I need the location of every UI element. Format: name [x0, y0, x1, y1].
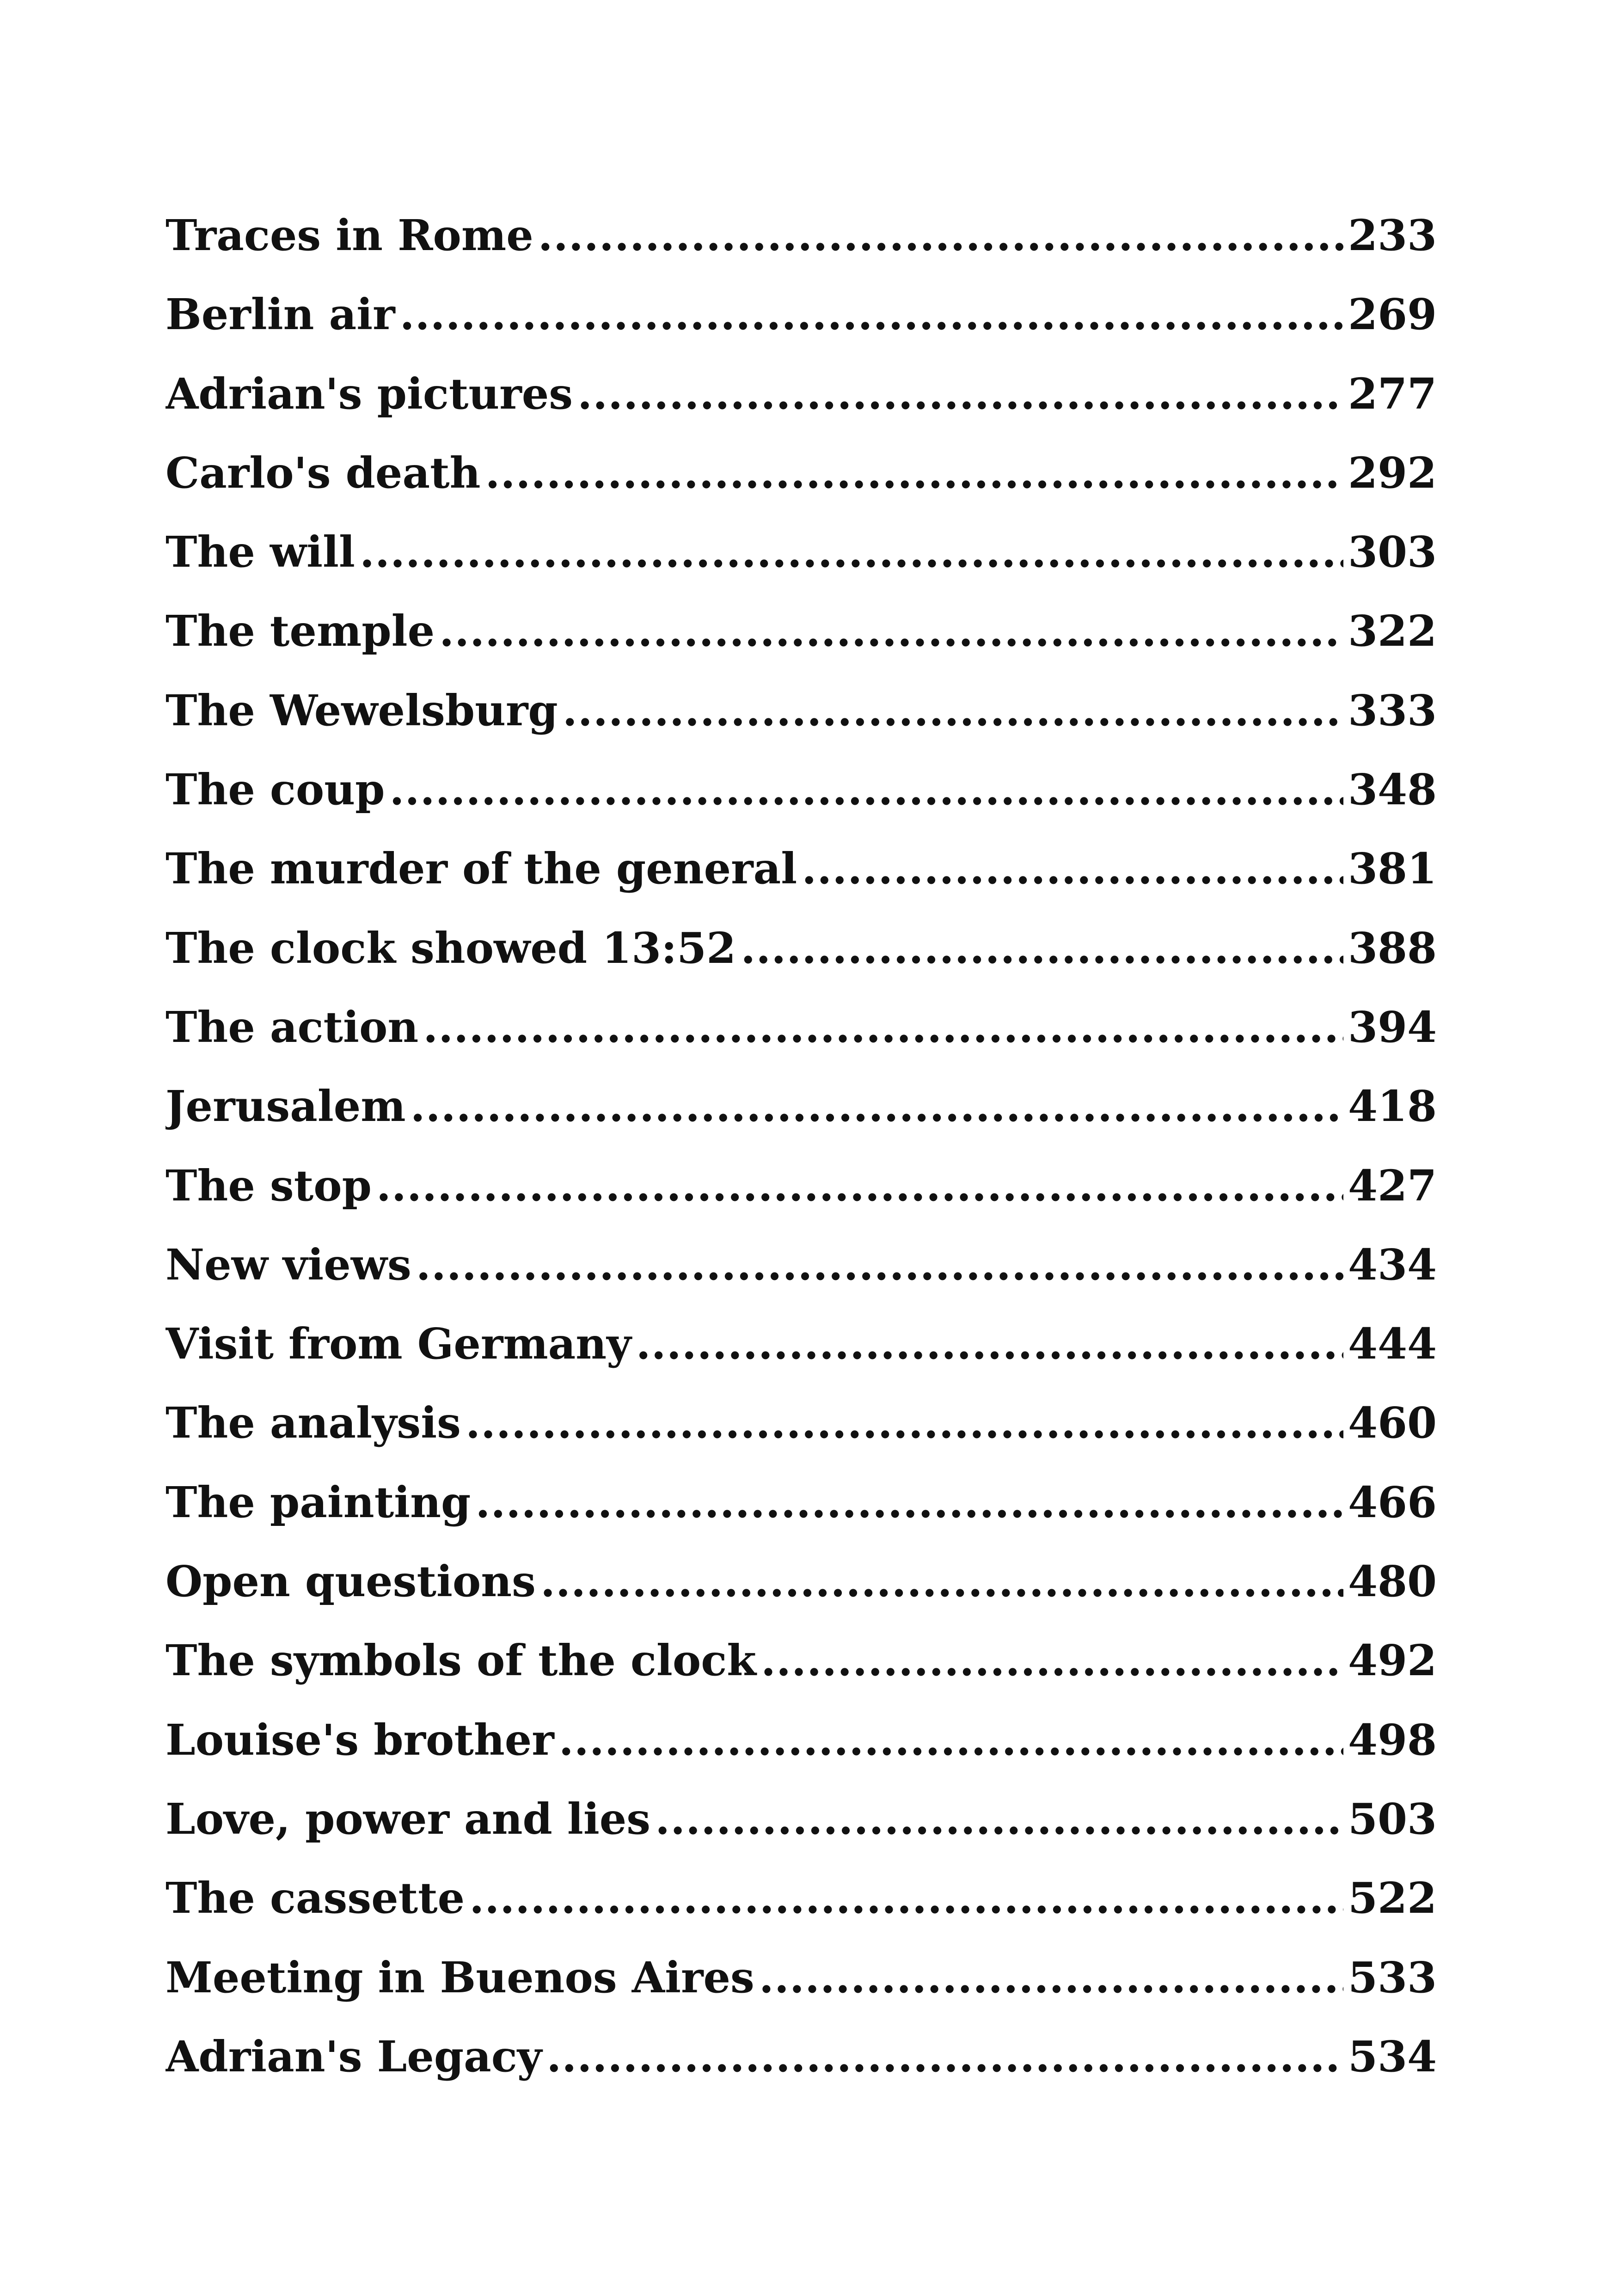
toc-entry[interactable] [165, 196, 1437, 275]
toc-leader-dots [466, 1384, 1343, 1463]
toc-entry-page: 381 [1348, 844, 1437, 894]
toc-leader-dots [376, 1146, 1343, 1225]
toc-entry-title: The painting [165, 1477, 471, 1527]
table-of-contents [165, 196, 1437, 2096]
toc-entry-title: The Wewelsburg [165, 685, 558, 735]
toc-entry[interactable] [165, 1621, 1437, 1700]
toc-entry-page: 233 [1348, 210, 1437, 260]
toc-leader-dots [761, 1621, 1343, 1700]
toc-entry-page: 503 [1348, 1794, 1437, 1844]
toc-entry[interactable] [165, 1463, 1437, 1542]
toc-entry-title: Traces in Rome [165, 210, 533, 260]
toc-leader-dots [475, 1463, 1343, 1542]
toc-entry-page: 348 [1348, 765, 1437, 815]
toc-leader-dots [439, 592, 1343, 671]
toc-entry-title: The stop [165, 1160, 372, 1211]
toc-entry[interactable] [165, 2017, 1437, 2096]
toc-entry-title: The analysis [165, 1398, 461, 1448]
toc-entry-title: Love, power and lies [165, 1794, 651, 1844]
toc-entry-title: The coup [165, 765, 385, 815]
toc-entry-title: New views [165, 1239, 411, 1290]
toc-entry-title: Meeting in Buenos Aires [165, 1952, 754, 2002]
toc-entry[interactable] [165, 1304, 1437, 1384]
toc-entry-page: 480 [1348, 1556, 1437, 1607]
toc-entry-page: 292 [1348, 447, 1437, 498]
toc-entry[interactable] [165, 829, 1437, 908]
toc-entry-title: Louise's brother [165, 1714, 554, 1765]
toc-leader-dots [360, 513, 1343, 592]
toc-entry[interactable] [165, 1067, 1437, 1146]
toc-entry[interactable] [165, 671, 1437, 750]
toc-leader-dots [759, 1938, 1343, 2017]
toc-entry-page: 427 [1348, 1160, 1437, 1211]
toc-entry[interactable] [165, 1384, 1437, 1463]
toc-leader-dots [741, 909, 1343, 988]
toc-leader-dots [423, 988, 1343, 1067]
toc-leader-dots [390, 750, 1343, 829]
toc-entry-page: 498 [1348, 1714, 1437, 1765]
toc-entry-page: 333 [1348, 685, 1437, 735]
toc-entry-page: 460 [1348, 1398, 1437, 1448]
toc-entry[interactable] [165, 355, 1437, 434]
toc-leader-dots [563, 671, 1343, 750]
toc-entry[interactable] [165, 1225, 1437, 1304]
toc-leader-dots [469, 1859, 1343, 1938]
toc-entry[interactable] [165, 909, 1437, 988]
toc-leader-dots [559, 1701, 1343, 1780]
toc-leader-dots [400, 275, 1343, 354]
toc-entry-title: Jerusalem [165, 1081, 406, 1132]
toc-entry-title: Adrian's pictures [165, 368, 573, 419]
toc-leader-dots [636, 1304, 1343, 1384]
toc-leader-dots [485, 434, 1343, 513]
toc-entry-page: 466 [1348, 1477, 1437, 1527]
toc-leader-dots [655, 1780, 1343, 1859]
toc-entry-title: The will [165, 527, 355, 577]
toc-entry-page: 492 [1348, 1635, 1437, 1686]
toc-leader-dots [802, 829, 1343, 908]
toc-entry[interactable] [165, 1701, 1437, 1780]
toc-entry-title: The cassette [165, 1873, 465, 1923]
toc-leader-dots [546, 2017, 1343, 2096]
toc-entry-page: 277 [1348, 368, 1437, 419]
toc-entry-page: 388 [1348, 923, 1437, 973]
toc-entry-title: The symbols of the clock [165, 1635, 756, 1686]
toc-entry[interactable] [165, 1542, 1437, 1621]
toc-entry-page: 522 [1348, 1873, 1437, 1923]
toc-entry[interactable] [165, 988, 1437, 1067]
toc-entry-title: Open questions [165, 1556, 536, 1607]
toc-entry[interactable] [165, 592, 1437, 671]
toc-leader-dots [577, 355, 1343, 434]
toc-leader-dots [538, 196, 1343, 275]
toc-entry-page: 322 [1348, 606, 1437, 656]
toc-entry-page: 444 [1348, 1319, 1437, 1369]
toc-entry[interactable] [165, 1780, 1437, 1859]
toc-entry-page: 394 [1348, 1002, 1437, 1052]
toc-entry-title: The murder of the general [165, 844, 797, 894]
toc-entry-title: Visit from Germany [165, 1319, 631, 1369]
toc-entry-title: The action [165, 1002, 419, 1052]
toc-entry[interactable] [165, 434, 1437, 513]
toc-entry-title: The temple [165, 606, 435, 656]
toc-leader-dots [416, 1225, 1343, 1304]
toc-entry[interactable] [165, 513, 1437, 592]
toc-leader-dots [540, 1542, 1343, 1621]
toc-leader-dots [411, 1067, 1343, 1146]
toc-entry-page: 418 [1348, 1081, 1437, 1132]
toc-entry-title: Berlin air [165, 289, 395, 340]
toc-entry[interactable] [165, 750, 1437, 829]
toc-entry-page: 434 [1348, 1239, 1437, 1290]
toc-entry-page: 269 [1348, 289, 1437, 340]
toc-entry-title: Carlo's death [165, 447, 481, 498]
toc-entry[interactable] [165, 1938, 1437, 2017]
toc-entry-page: 533 [1348, 1952, 1437, 2002]
toc-entry[interactable] [165, 1859, 1437, 1938]
toc-entry-page: 534 [1348, 2031, 1437, 2082]
toc-entry[interactable] [165, 275, 1437, 354]
toc-entry-title: Adrian's Legacy [165, 2031, 542, 2082]
toc-entry[interactable] [165, 1146, 1437, 1225]
toc-entry-title: The clock showed 13:52 [165, 923, 736, 973]
toc-entry-page: 303 [1348, 527, 1437, 577]
